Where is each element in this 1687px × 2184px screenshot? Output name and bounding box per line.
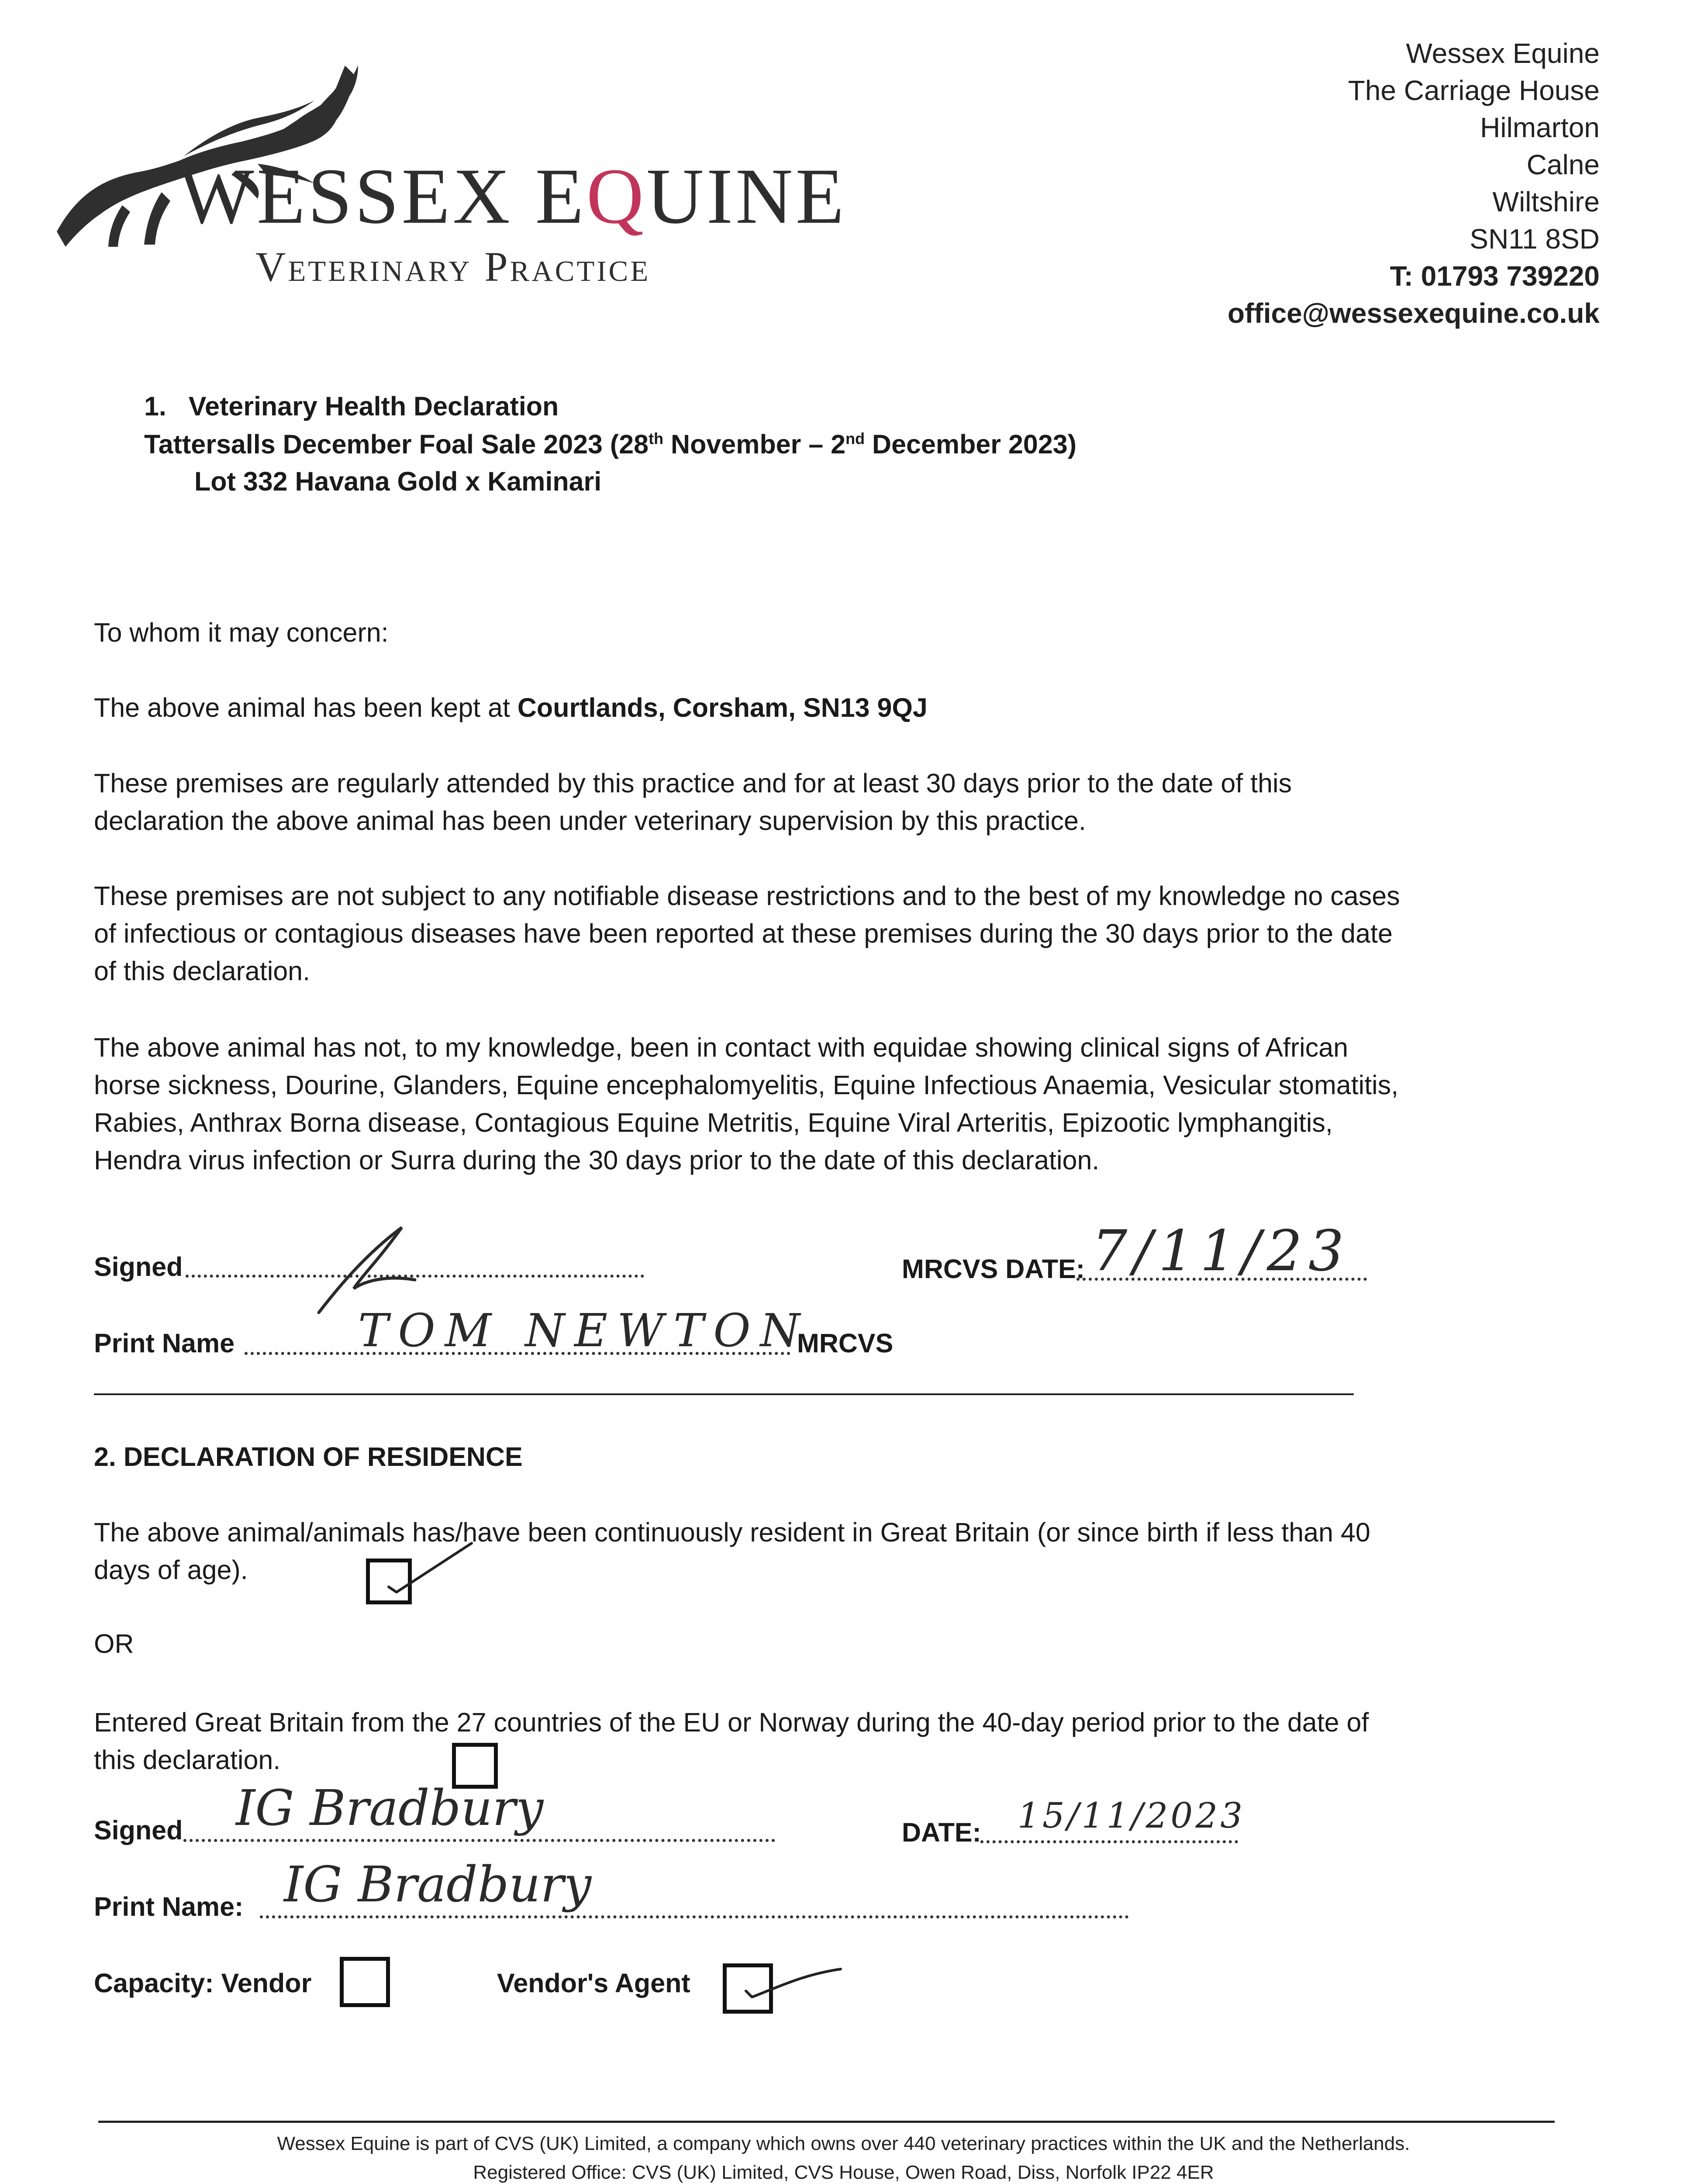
address-line: Hilmarton (1480, 112, 1600, 143)
vendor-date-line[interactable] (980, 1840, 1238, 1843)
vendor-date-value: 15/11/2023 (1018, 1795, 1245, 1836)
checkmark-icon (734, 1957, 843, 2009)
capacity-vendor-checkbox[interactable] (340, 1957, 390, 2007)
vet-signed-label: Signed (94, 1252, 183, 1282)
practice-logo-name: WESSEX EQUINE (179, 152, 847, 240)
address-line: Wiltshire (1492, 186, 1600, 218)
lot-title: Lot 332 Havana Gold x Kaminari (194, 467, 602, 496)
vendor-print-name-label: Print Name: (94, 1892, 244, 1921)
practice-phone: T: 01793 739220 (1390, 260, 1600, 292)
practice-email[interactable]: office@wessexequine.co.uk (1227, 297, 1600, 329)
vendor-signature-value: IG Bradbury (236, 1780, 544, 1837)
footer (0, 2129, 1687, 2184)
paragraph-supervision: These premises are regularly attended by this practice and for at least 30 days prior to the date of this declaration the above animal has been under veterinary supervision by this practice. (94, 768, 1292, 836)
footer-line-2: Registered Office: CVS (UK) Limited, CVS House, Owen Road, Diss, Norfolk IP22 4ER (473, 2162, 1214, 2183)
vet-print-name-label: Print Name (94, 1328, 235, 1358)
footer-divider (98, 2121, 1555, 2123)
or-label: OR (94, 1629, 134, 1659)
address-line: SN11 8SD (1470, 223, 1600, 255)
residence-heading: 2. DECLARATION OF RESIDENCE (94, 1442, 523, 1472)
residence-option-1: The above animal/animals has/have been continuously resident in Great Britain (or since birth if less than 40 days of age). (94, 1517, 1370, 1585)
address-line: Calne (1526, 149, 1600, 180)
vendor-signed-label: Signed (94, 1815, 183, 1845)
paragraph-restrictions: These premises are not subject to any notifiable disease restrictions and to the best of my knowledge no cases of infectious or contagious diseases have been reported at these premises during the 30 days prior to the date of this declaration. (94, 881, 1400, 986)
vet-date-value: 7/11/23 (1092, 1219, 1350, 1284)
address-line: The Carriage House (1348, 75, 1600, 106)
mrcvs-label: MRCVS (797, 1328, 894, 1358)
section-divider (94, 1393, 1354, 1395)
sale-title: Tattersalls December Foal Sale 2023 (28th November – 2nd December 2023) (144, 429, 1077, 459)
footer-line-1: Wessex Equine is part of CVS (UK) Limited, a company which owns over 440 veterinary practices within the UK and the Netherlands. (277, 2133, 1410, 2154)
paragraph-contact: The above animal has not, to my knowledge, been in contact with equidae showing clinical signs of African horse sickness, Dourine, Glanders, Equine encephalomyelitis, Equine Infectious Anaemia, Vesicular stomatitis, Rabies, Anthrax Borna disease, Contagious Equine Metritis, Equine Viral Arteritis, Epizootic lymphangitis, Hendra virus infection or Surra during the 30 days prior to the date of this declaration. (94, 1033, 1399, 1175)
capacity-vendor-label: Capacity: Vendor (94, 1968, 312, 1998)
vendor-signature-line[interactable] (183, 1839, 775, 1842)
kept-location: Courtlands, Corsham, SN13 9QJ (517, 693, 928, 722)
capacity-agent-label: Vendor's Agent (497, 1968, 690, 1998)
address-line: Wessex Equine (1406, 38, 1600, 69)
checkmark-icon (371, 1535, 476, 1605)
section-1-title: 1. Veterinary Health Declaration (144, 391, 559, 421)
vendor-date-label: DATE: (902, 1818, 981, 1847)
salutation: To whom it may concern: (94, 618, 389, 647)
practice-address (1228, 35, 1600, 332)
practice-logo-subtitle: Veterinary Practice (255, 243, 651, 290)
vendor-print-name-value: IG Bradbury (284, 1856, 592, 1913)
kept-statement: The above animal has been kept at Courtlands, Corsham, SN13 9QJ (94, 693, 928, 722)
vendor-print-name-line[interactable] (260, 1915, 1129, 1918)
vet-date-label: MRCVS DATE: (902, 1254, 1085, 1284)
vet-print-name-value: TOM NEWTON (358, 1304, 810, 1357)
residence-option-2: Entered Great Britain from the 27 countries of the EU or Norway during the 40-day period prior to the date of this declaration. (94, 1707, 1369, 1775)
